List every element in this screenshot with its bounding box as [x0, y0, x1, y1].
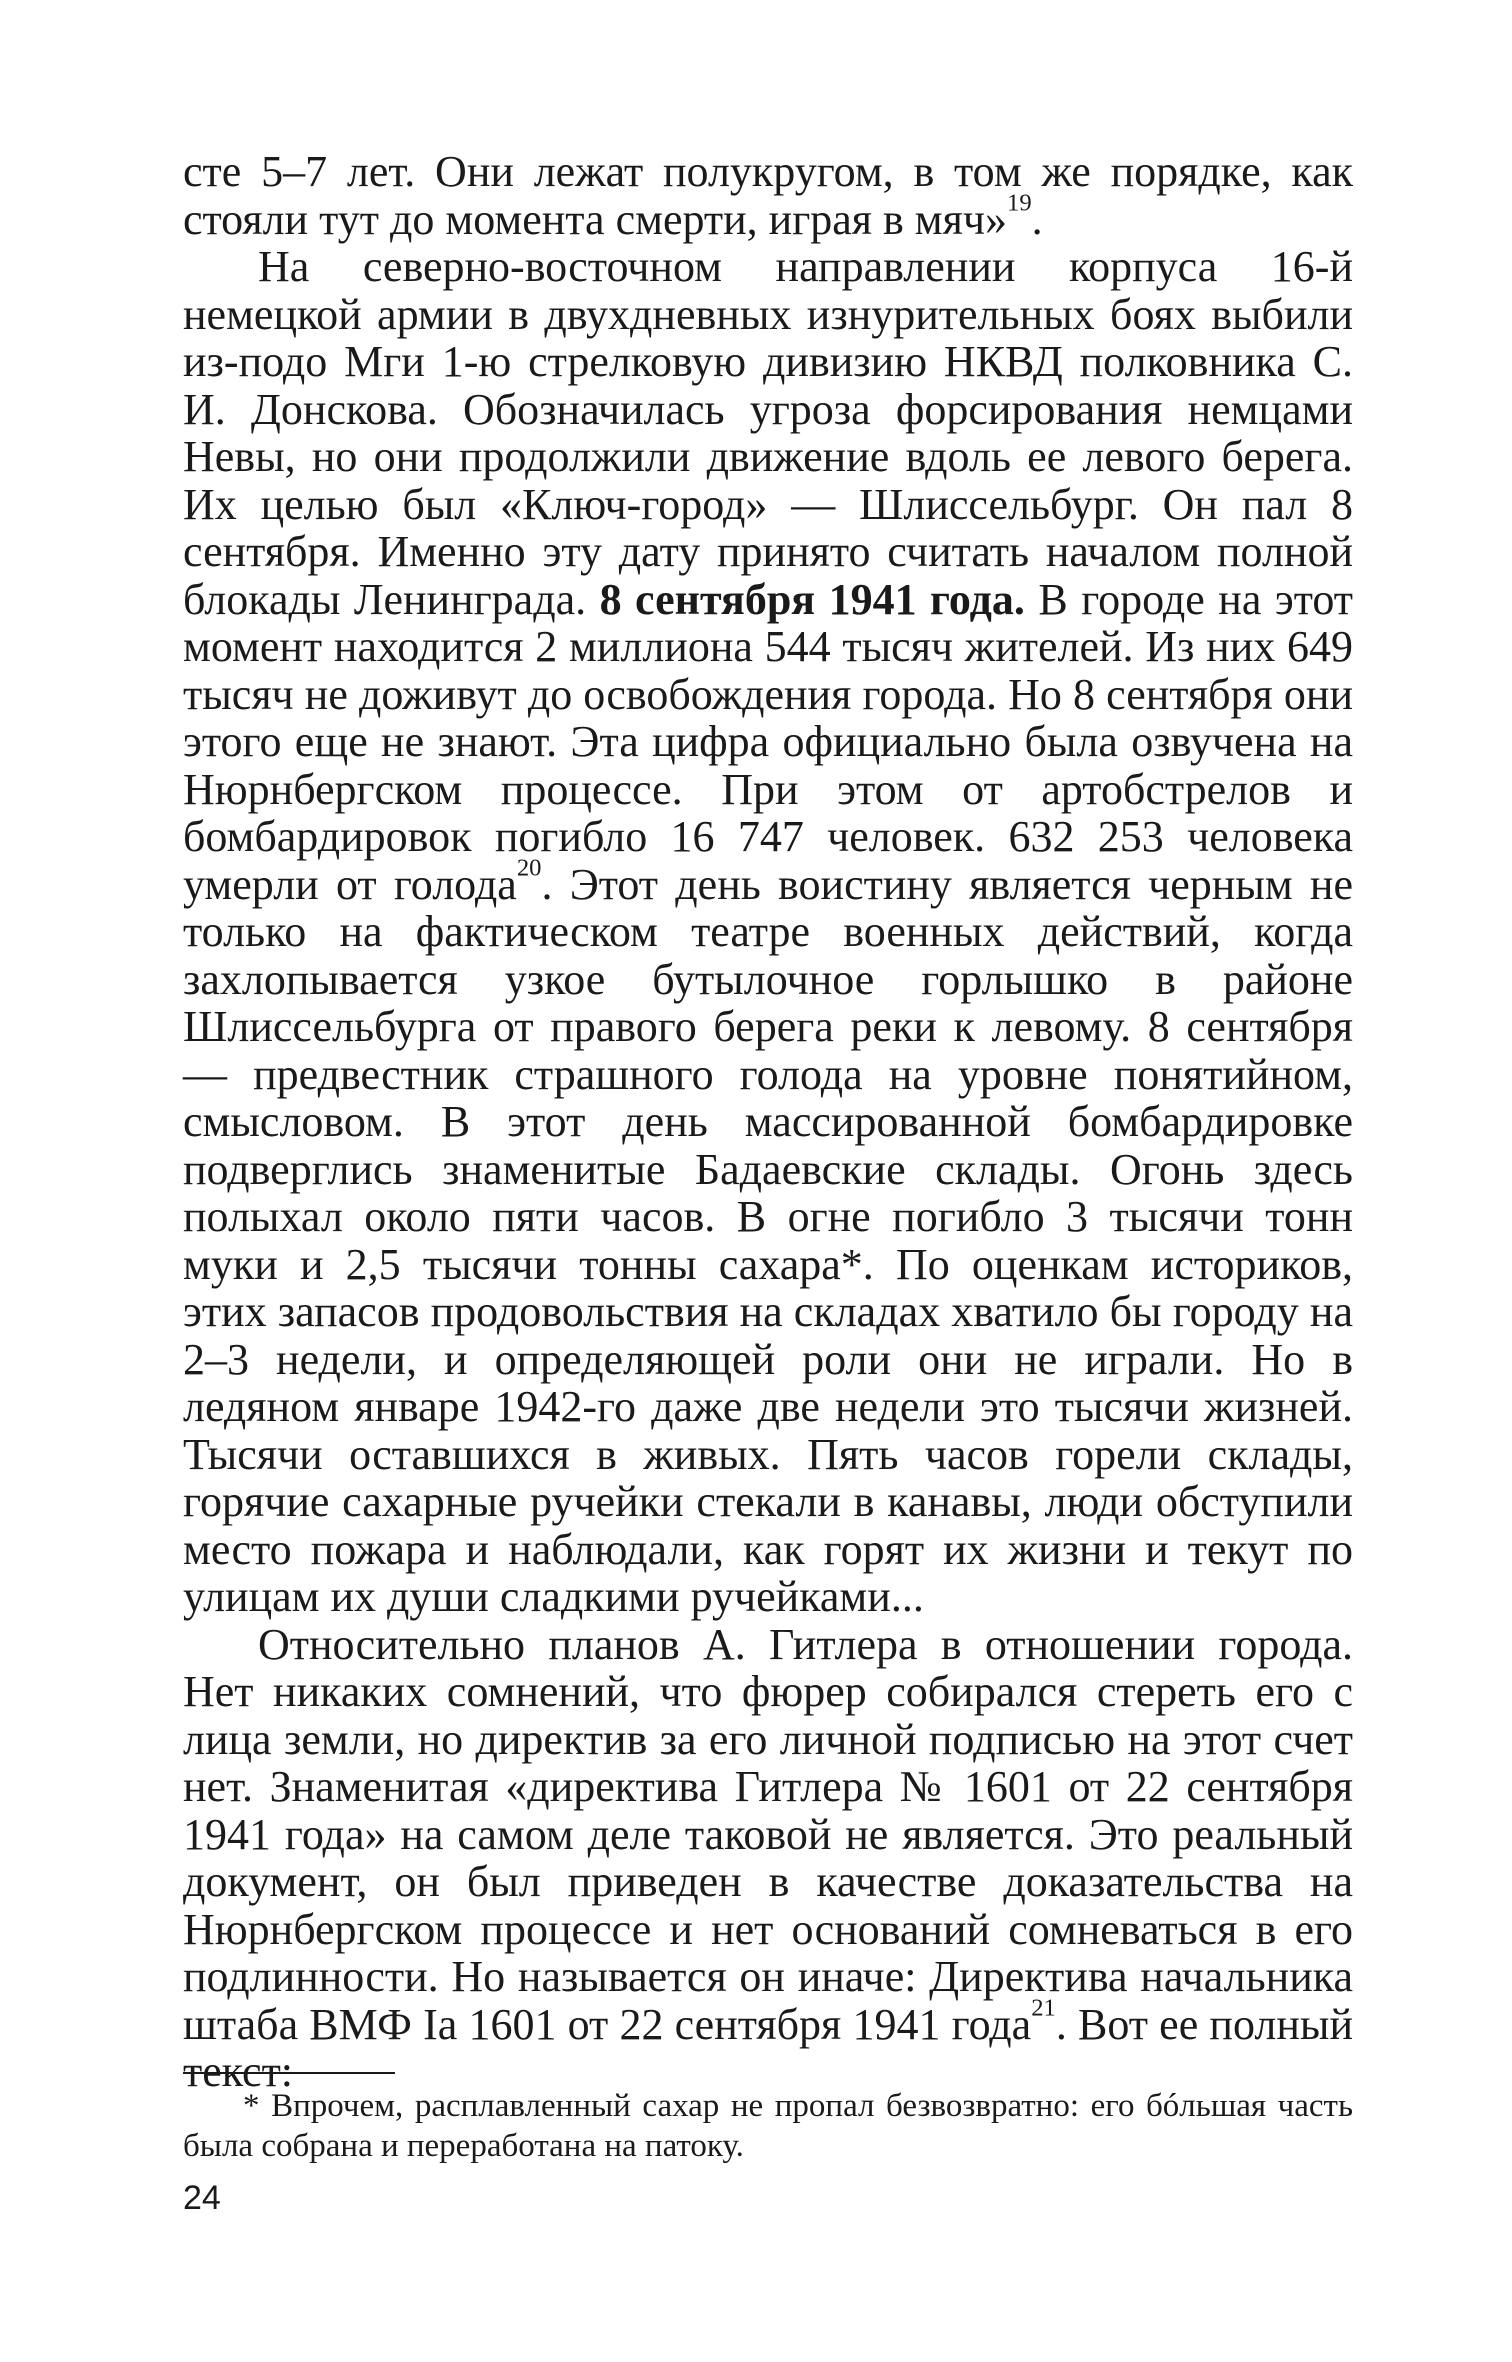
- text-run: . Этот день воистину является черным не только на фактическом театре военных действий, когда захлопывается узкое бутылочное горлышко в районе Шлиссельбурга от правого берега реки к левому. 8 сентября — предвестник страшного голода на уровне понятийном, смысловом. В этот день массированной бомбардировке подверглись знаменитые Бадаевские склады. Огонь здесь полыхал около пяти часов. В огне погибло 3 тысячи тонн муки и 2,5 тысячи тонны сахара*. По оценкам историков, этих запасов продовольствия на складах хватило бы городу на 2–3 недели, и определяющей роли они не играли. Но в ледяном январе 1942-го даже две недели это тысячи жизней. Тысячи оставшихся в живых. Пять часов горели склады, горячие сахарные ручейки стекали в канавы, люди обступили место пожара и наблюдали, как горят их жизни и текут по улицам их души сладкими ручейками...: [183, 859, 1354, 1621]
- footnote: * Впрочем, расплавленный сахар не пропал безвозвратно: его бóльшая часть была собрана и переработана на патоку.: [183, 2088, 1353, 2164]
- page-number: 24: [183, 2179, 221, 2217]
- body-text: [183, 148, 1353, 2096]
- bold-date: 8 сентября 1941 года.: [599, 574, 1025, 624]
- text-run: сте 5–7 лет. Они лежат полукругом, в том же порядке, как стояли тут до момента смерти, играя в мяч»: [183, 147, 1353, 244]
- paragraph: [183, 243, 1353, 1621]
- page-body: [183, 148, 1353, 2096]
- text-run: Относительно планов А. Гитлера в отношении города. Нет никаких сомнений, что фюрер собирался стереть его с лица земли, но директив за его личной подписью на этот счет нет. Знаменитая «директива Гитлера № 1601 от 22 сентября 1941 года» на самом деле таковой не является. Это реальный документ, он был приведен в качестве доказательства на Нюрнбергском процессе и нет оснований сомневаться в его подлинности. Но называется он иначе: Директива начальника штаба ВМФ Ia 1601 от 22 сентября 1941 года: [183, 1619, 1353, 2049]
- footnote-reference: 21: [1031, 1994, 1056, 2022]
- text-run: .: [1031, 194, 1043, 244]
- paragraph: [183, 148, 1353, 243]
- text-run: В городе на этот момент находится 2 миллиона 544 тысяч жителей. Из них 649 тысяч не доживут до освобождения города. Но 8 сентября они этого еще не знают. Эта цифра официально была озвучена на Нюрнбергском процессе. При этом от артобстрелов и бомбардировок погибло 16 747 человек. 632 253 человека умерли от голода: [183, 574, 1353, 909]
- footnote-reference: 20: [516, 854, 542, 882]
- paragraph: [183, 1621, 1353, 2096]
- footnote-reference: 19: [1007, 189, 1032, 217]
- text-run: На северно-восточном направлении корпуса 16-й немецкой армии в двухдневных изнурительных боях выбили из-подо Мги 1-ю стрелковую дивизию НКВД полковника С. И. Донскова. Обозначилась угроза форсирования немцами Невы, но они продолжили движение вдоль ее левого берега. Их целью был «Ключ-город» — Шлиссельбург. Он пал 8 сентября. Именно эту дату принято считать началом полной блокады Ленинграда.: [183, 242, 1353, 624]
- footnote-separator: [183, 2072, 395, 2074]
- text-run: . Вот ее полный текст:: [183, 1999, 1353, 2096]
